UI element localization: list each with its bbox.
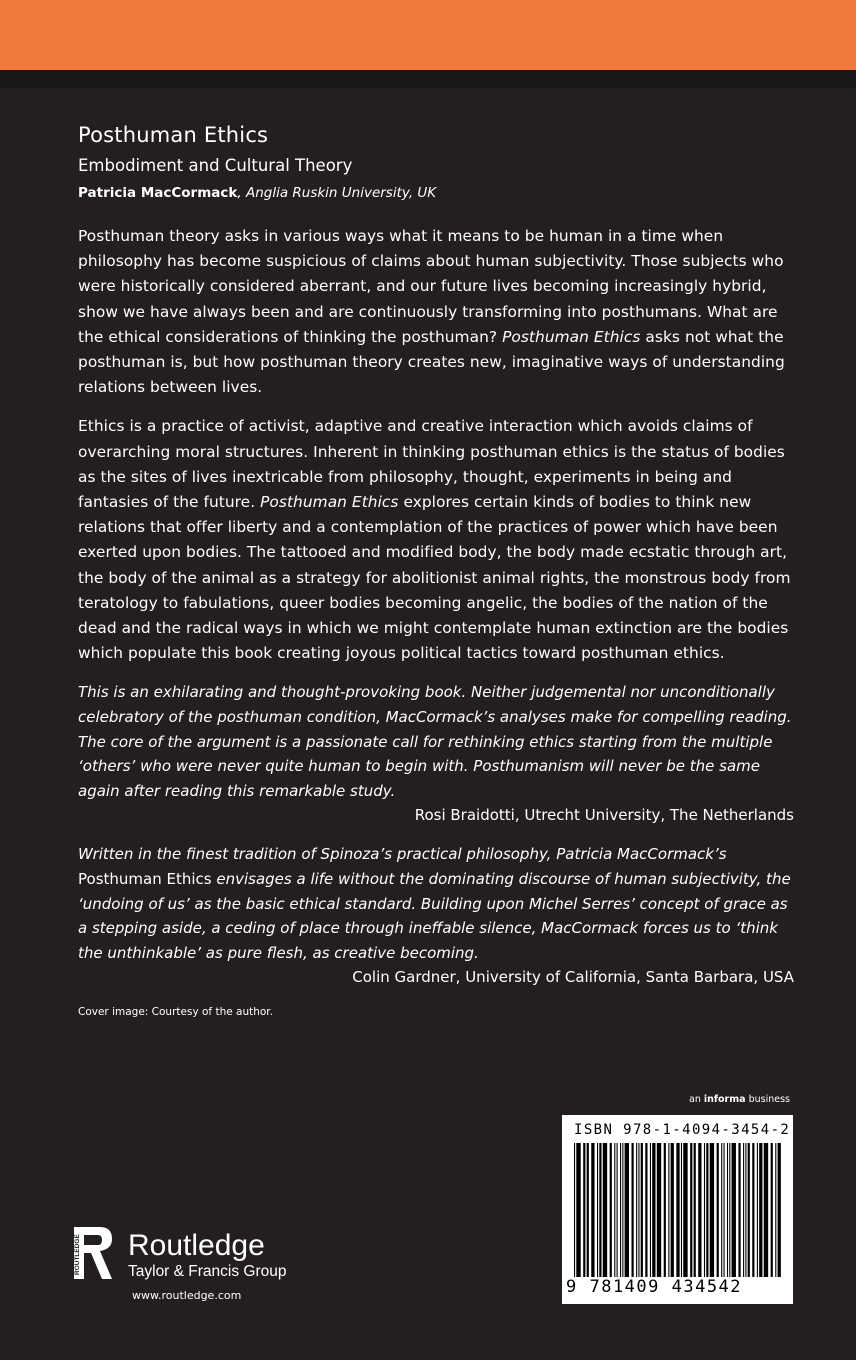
barcode-bar: [721, 1143, 722, 1283]
informa-brand: informa: [703, 1094, 746, 1105]
barcode-bar: [717, 1143, 719, 1283]
barcode-bar: [603, 1143, 607, 1283]
logo-vertical-text: ROUTLEDGE: [74, 1234, 81, 1275]
blurb-p2-start: Ethics is a practice of activist, adaptive and creative interaction which avoids claims of overarching moral structures. Inherent in thinking posthuman ethics is the status of bodies as the sites of lives inextricable from philosophy, thought, experiments in being and fantasies of the future.: [78, 417, 785, 512]
review2-end: envisages a life without the dominating discourse of human subjectivity, the ‘undoing of us’ as the basic ethical standard. Building upon Michel Serres’ concept of grace as a stepping aside, a ceding of place through ineffable silence, MacCormack forces us to ‘think the unthinkable’ as pure flesh, as creative becoming.: [78, 870, 791, 962]
review-attribution-2: Colin Gardner, University of California, Santa Barbara, USA: [352, 968, 794, 987]
barcode-bar: [620, 1143, 621, 1283]
review-quote-1: This is an exhilarating and thought-provoking book. Neither judgemental nor unconditionally celebratory of the posthuman condition, MacCormack’s analyses make for compelling reading. The core of the argument is a passionate call for rethinking ethics starting from the multiple ‘others’ who were never quite human to begin with. Posthumanism will never be the same again after reading this remarkable study.: [78, 683, 792, 800]
blurb-p1-end: asks not what the posthuman is, but how posthuman theory creates new, imaginative ways of understanding relations between lives.: [78, 327, 785, 397]
barcode-bar: [732, 1143, 736, 1283]
barcode-bar: [597, 1143, 598, 1283]
barcode-digits: 9 781409 434542: [566, 1277, 788, 1297]
blurb-p1-title: Posthuman Ethics: [502, 327, 641, 346]
barcode-bar: [583, 1143, 585, 1283]
book-subtitle: Embodiment and Cultural Theory: [78, 156, 353, 175]
publisher-logo: [128, 1229, 287, 1281]
barcode-bar: [671, 1143, 674, 1283]
barcode-bar: [668, 1143, 669, 1283]
barcode-bar: [636, 1143, 637, 1283]
barcode-bar: [748, 1143, 750, 1283]
barcode-bar: [698, 1143, 701, 1283]
barcode-bar: [745, 1143, 746, 1283]
book-title: Posthuman Ethics: [78, 123, 269, 147]
barcode-bar: [591, 1143, 594, 1283]
barcode-bar: [625, 1143, 629, 1283]
back-cover-content: [78, 118, 794, 1020]
blurb-p1-text: Posthuman theory asks in various ways what it means to be human in a time when philosophy has become suspicious of claims about human subjectivity. Those subjects who were historically considered aberrant, and our future lives becoming increasingly hybrid, show we have always been and are continuously transforming into posthumans. What are the ethical considerations of thinking the posthuman?: [78, 227, 784, 346]
barcode-bar: [641, 1143, 643, 1283]
publisher-name: Routledge: [128, 1229, 265, 1262]
blurb-paragraph-1: [78, 224, 794, 400]
barcode-bar: [757, 1143, 758, 1283]
barcode-bar: [645, 1143, 647, 1283]
barcode-bar: [650, 1143, 651, 1283]
barcode-bar: [706, 1143, 708, 1283]
barcode-bar: [657, 1143, 661, 1283]
barcode-bar: [576, 1143, 580, 1283]
review-quote-2: [78, 842, 794, 965]
author-affiliation: , Anglia Ruskin University, UK: [237, 185, 437, 201]
barcode-bar: [764, 1143, 768, 1283]
barcode-bar: [771, 1143, 773, 1283]
barcode-bar: [632, 1143, 634, 1283]
barcode-bar: [622, 1143, 623, 1283]
barcode-bar: [664, 1143, 666, 1283]
isbn-barcode: [562, 1115, 793, 1304]
barcode-bar: [614, 1143, 615, 1283]
barcode-bar: [690, 1143, 692, 1283]
barcode-bar: [683, 1143, 687, 1283]
top-divider: [0, 70, 856, 88]
informa-tagline: [689, 1094, 790, 1105]
barcode-bar: [599, 1143, 601, 1283]
barcode-bar: [681, 1143, 682, 1283]
author-name: Patricia MacCormack: [78, 185, 238, 201]
barcode-bar: [743, 1143, 744, 1283]
barcode-bar: [694, 1143, 696, 1283]
blurb-paragraph-2: [78, 414, 794, 666]
review2-start: Written in the finest tradition of Spinoza’s practical philosophy, Patricia MacCormack’s: [78, 845, 727, 864]
blurb-p2-end: explores certain kinds of bodies to think new relations that offer liberty and a contemplation of the practices of power which have been exerted upon bodies. The tattooed and modified body, the body made ecstatic through art, the body of the animal as a strategy for abolitionist animal rights, the monstrous body from teratology to fabulations, queer bodies becoming angelic, the bodies of the nation of the dead and the radical ways in which we might contemplate human extinction are the bodies which populate this book creating joyous political tactics toward posthuman ethics.: [78, 493, 791, 663]
informa-prefix: an: [689, 1094, 701, 1105]
cover-credit: Cover image: Courtesy of the author.: [78, 1006, 273, 1019]
barcode-bar: [759, 1143, 762, 1283]
review-attribution-1: Rosi Braidotti, Utrecht University, The Netherlands: [414, 806, 794, 825]
barcode-bar: [724, 1143, 725, 1283]
informa-suffix: business: [748, 1094, 790, 1105]
barcode-bar: [710, 1143, 714, 1283]
barcode-bar: [752, 1143, 754, 1283]
barcode-bar: [652, 1143, 655, 1283]
barcode-bar: [610, 1143, 612, 1283]
barcode-bar: [704, 1143, 705, 1283]
barcode-bar: [727, 1143, 728, 1283]
orange-top-band: [0, 0, 856, 70]
isbn-label: ISBN 978-1-4094-3454-2: [574, 1122, 791, 1138]
publisher-url[interactable]: www.routledge.com: [132, 1289, 242, 1302]
barcode-bar: [587, 1143, 589, 1283]
blurb-p2-title: Posthuman Ethics: [260, 493, 399, 512]
barcode-bar: [775, 1143, 776, 1283]
routledge-logo-icon: [70, 1225, 114, 1281]
barcode-bar: [617, 1143, 618, 1283]
barcode-bar: [638, 1143, 639, 1283]
publisher-group: Taylor & Francis Group: [128, 1263, 287, 1280]
barcode-bar: [676, 1143, 679, 1283]
barcode-bar: [738, 1143, 740, 1283]
barcode-bar: [778, 1143, 781, 1283]
author-line: [78, 180, 794, 206]
barcode-bar: [729, 1143, 730, 1283]
review2-title: Posthuman Ethics: [78, 870, 212, 889]
barcode-bar: [574, 1143, 575, 1283]
barcode-bars: [572, 1143, 785, 1283]
